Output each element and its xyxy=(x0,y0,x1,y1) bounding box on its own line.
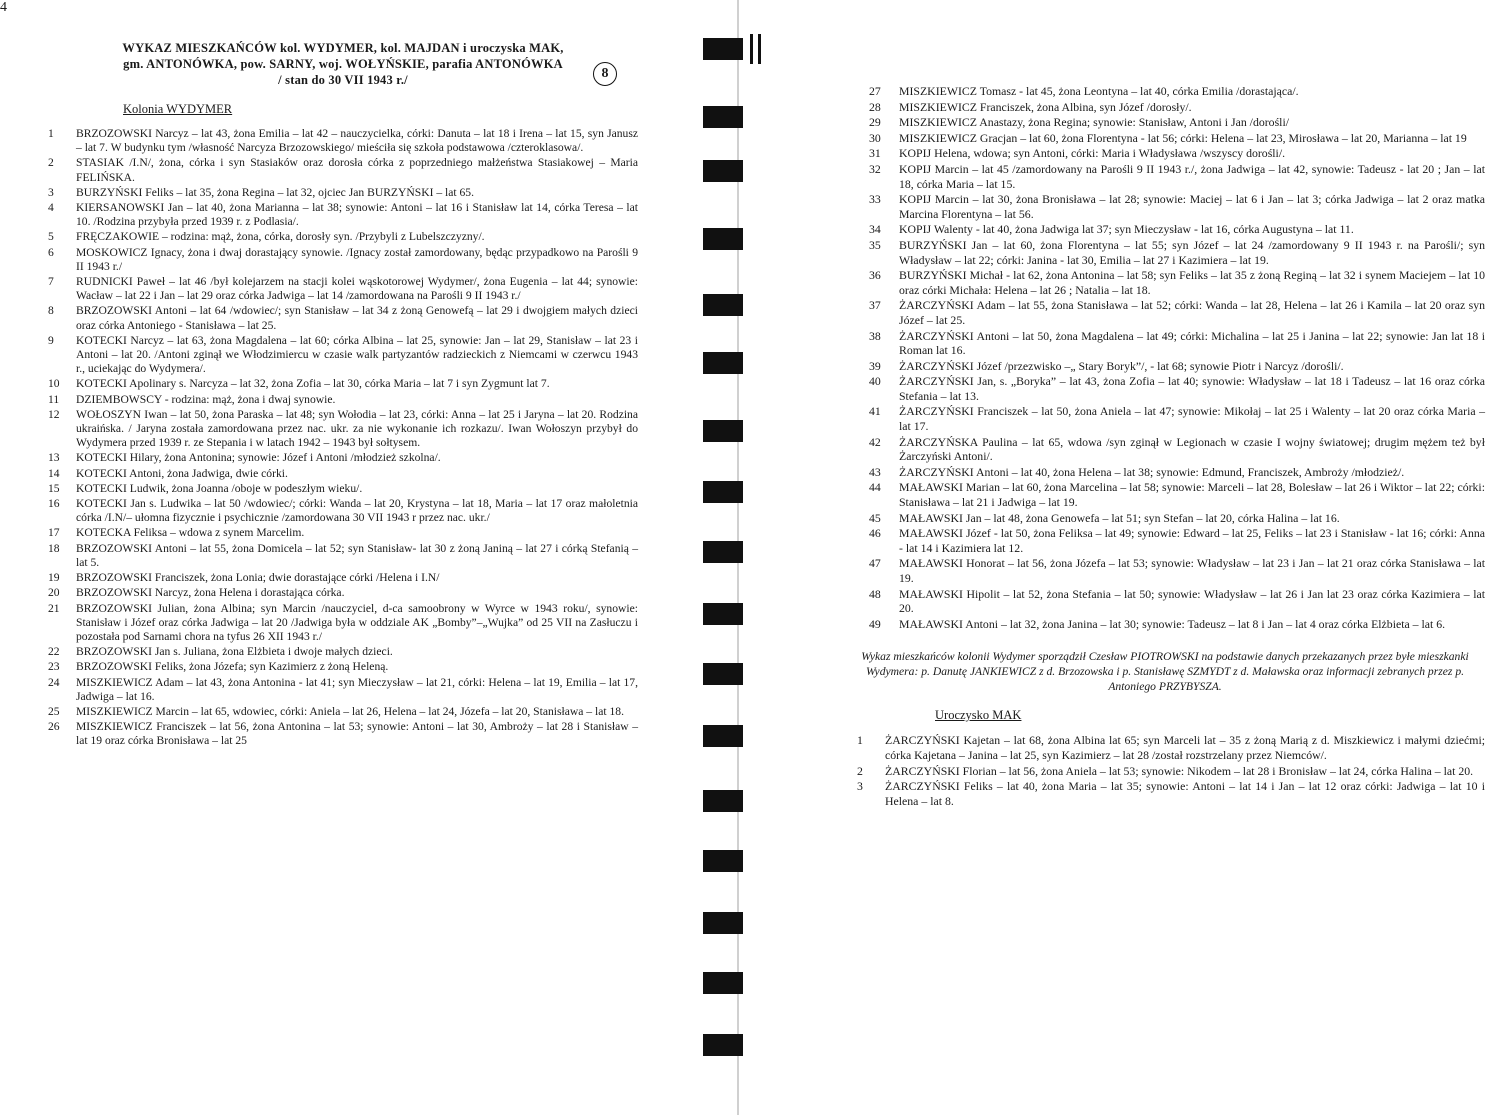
entry-number: 43 xyxy=(869,464,881,479)
entry-text: KOTECKI Antoni, żona Jadwiga, dwie córki. xyxy=(76,466,288,480)
list-item xyxy=(48,586,638,600)
entry-number: 1 xyxy=(48,127,54,140)
entry-number: 23 xyxy=(48,660,60,674)
right-page xyxy=(845,84,1485,809)
list-item xyxy=(48,408,638,451)
entry-text: MISZKIEWICZ Marcin – lat 65, wdowiec, córki: Aniela – lat 26, Helena – lat 24, Józefa – lat 20, Stanisława – lat 18. xyxy=(76,704,624,718)
list-item xyxy=(845,298,1485,327)
entry-number: 40 xyxy=(869,374,881,389)
section-title-wydymer: Kolonia WYDYMER xyxy=(123,102,233,116)
list-item xyxy=(845,587,1485,616)
document-heading xyxy=(48,40,638,88)
entry-text: MAŁAWSKI Hipolit – lat 52, żona Stefania – lat 50; synowie: Władysław – lat 26 i Jan lat 23 oraz córka Kazimiera – lat 20. xyxy=(899,586,1485,616)
list-item xyxy=(845,115,1485,130)
entry-text: KOTECKI Jan s. Ludwika – lat 50 /wdowiec/; córki: Wanda – lat 20, Krystyna – lat 18, Maria – lat 17 oraz małoletnia córka /I.N/– ułomna fizycznie i psychicznie /zamordowana 30 VII 1943 r przez nac. ukr./ xyxy=(76,497,638,525)
entry-number: 5 xyxy=(48,230,54,244)
entry-number: 36 xyxy=(869,268,881,283)
binding-mark xyxy=(703,352,743,374)
entry-number: 39 xyxy=(869,358,881,373)
entry-number: 13 xyxy=(48,451,60,465)
entry-text: STASIAK /I.N/, żona, córka i syn Stasiaków oraz dorosła córka z poprzedniego małżeństwa Stasiakowej – Maria FELIŃSKA. xyxy=(76,156,638,184)
binding-mark xyxy=(703,294,743,316)
list-item xyxy=(845,435,1485,464)
entry-number: 29 xyxy=(869,115,881,130)
entry-text: DZIEMBOWSCY - rodzina: mąż, żona i dwaj synowie. xyxy=(76,392,336,406)
entry-number: 3 xyxy=(48,185,54,199)
binding-mark xyxy=(703,420,743,442)
entry-number: 4 xyxy=(48,201,54,215)
list-item xyxy=(845,146,1485,161)
entry-number: 16 xyxy=(48,497,60,511)
heading-line-1: WYKAZ MIESZKAŃCÓW kol. WYDYMER, kol. MAJDAN i uroczyska MAK, xyxy=(122,41,564,55)
entry-number: 19 xyxy=(48,571,60,585)
entry-number: 12 xyxy=(48,407,60,421)
entry-text: KOPIJ Marcin – lat 30, żona Bronisława – lat 28; synowie: Maciej – lat 6 i Jan – lat 3; córka Jadwiga – lat 2 oraz matka Marcina Florentyna – lat 56. xyxy=(899,192,1485,221)
entry-text: MISZKIEWICZ Franciszek, żona Albina, syn Józef /dorosły/. xyxy=(899,99,1192,114)
list-item xyxy=(845,100,1485,115)
binding-mark xyxy=(703,106,743,128)
entry-text: ŻARCZYŃSKI Florian – lat 56, żona Aniela – lat 53; synowie: Nikodem – lat 28 i Bronisław – lat 24, córka Halina – lat 20. xyxy=(885,763,1474,778)
entry-number: 35 xyxy=(869,237,881,252)
list-item xyxy=(845,162,1485,191)
entry-text: MISZKIEWICZ Tomasz - lat 45, żona Leontyna – lat 40, córka Emilia /dorastająca/. xyxy=(899,84,1299,98)
list-item xyxy=(845,617,1485,632)
list-item xyxy=(48,497,638,525)
entry-text: MOSKOWICZ Ignacy, żona i dwaj dorastający synowie. /Ignacy został zamordowany, będąc przypadkowo na Parośli 9 II 1943 r./ xyxy=(76,245,638,273)
entry-text: BRZOZOWSKI Feliks, żona Józefa; syn Kazimierz z żoną Heleną. xyxy=(76,660,389,674)
entry-number: 32 xyxy=(869,161,881,176)
entry-text: ŻARCZYŃSKI Adam – lat 55, żona Stanisława – lat 52; córki: Wanda – lat 28, Helena – lat 26 i Kamila – lat 20 oraz syn Józef – lat 25. xyxy=(899,298,1485,327)
entry-number: 15 xyxy=(48,481,60,495)
entry-number: 45 xyxy=(869,510,881,525)
entry-number: 48 xyxy=(869,586,881,601)
binding-mark xyxy=(703,790,743,812)
entry-text: MAŁAWSKI Honorat – lat 56, żona Józefa – lat 53; synowie: Władysław – lat 23 i Jan – lat 21 oraz córka Stanisława – lat 19. xyxy=(899,556,1485,585)
binding-spine xyxy=(703,0,765,1115)
entry-number: 17 xyxy=(48,526,60,540)
entry-number: 21 xyxy=(48,601,60,615)
list-item xyxy=(845,556,1485,585)
list-item xyxy=(48,467,638,481)
list-item xyxy=(845,192,1485,221)
entry-number: 38 xyxy=(869,328,881,343)
page-number-badge: 8 xyxy=(593,62,617,86)
entry-number: 14 xyxy=(48,466,60,480)
entry-number: 6 xyxy=(48,245,54,259)
entry-number: 20 xyxy=(48,586,60,600)
entry-number: 33 xyxy=(869,192,881,207)
list-item xyxy=(48,720,638,748)
list-item xyxy=(48,660,638,674)
entry-number: 42 xyxy=(869,434,881,449)
entry-text: MAŁAWSKI Jan – lat 48, żona Genowefa – lat 51; syn Stefan – lat 20, córka Halina – lat 16. xyxy=(899,510,1340,525)
entry-text: ŻARCZYŃSKI Kajetan – lat 68, żona Albina lat 65; syn Marceli lat – 35 z żoną Marią z d. Miszkiewicz i małymi dziećmi; córka Kajetana – Janina – lat 25, syn Kazimierz – lat 28 /został rozstrzelany przez Niemców/. xyxy=(885,733,1485,762)
entry-text: FRĘCZAKOWIE – rodzina: mąż, żona, córka, dorosły syn. /Przybyli z Lubelszczyzny/. xyxy=(76,230,485,244)
entry-text: ŻARCZYŃSKA Paulina – lat 65, wdowa /syn zginął w Legionach w czasie I wojny światowej; drugim mężem też był Żarczyński Antoni/. xyxy=(899,434,1485,464)
entry-text: MAŁAWSKI Józef - lat 50, żona Feliksa – lat 49; synowie: Edward – lat 25, Feliks – lat 23 i Stanisław - lat 16; córki: Anna - lat 14 i Kazimiera lat 12. xyxy=(899,526,1485,555)
entry-number: 10 xyxy=(48,377,60,391)
entry-text: KIERSANOWSKI Jan – lat 40, żona Marianna – lat 38; synowie: Antoni – lat 16 i Stanisław lat 14, córka Teresa – lat 10. /Rodzina przybyła przed 1939 r. z Podlasia/. xyxy=(76,201,638,229)
binding-mark xyxy=(703,481,743,503)
binding-mark xyxy=(703,1034,743,1056)
entry-text: ŻARCZYŃSKI Jan, s. „Boryka” – lat 43, żona Zofia – lat 40; synowie: Władysław – lat 18 i Tadeusz – lat 16 oraz córka Stefania – lat 13. xyxy=(899,374,1485,403)
entry-number: 37 xyxy=(869,298,881,313)
binding-tick xyxy=(758,34,761,64)
list-item xyxy=(48,127,638,155)
list-item xyxy=(48,334,638,377)
entry-text: BURZYŃSKI Michał - lat 62, żona Antonina – lat 58; syn Feliks – lat 35 z żoną Reginą – lat 32 i synem Maciejem – lat 10 oraz córki Michała: Helena – lat 26 ; Natalia – lat 18. xyxy=(899,268,1485,297)
entry-number: 11 xyxy=(48,392,60,406)
entry-number: 26 xyxy=(48,720,60,734)
entry-text: MISZKIEWICZ Anastazy, żona Regina; synowie: Stanisław, Antoni i Jan /dorośli/ xyxy=(899,115,1290,130)
list-item xyxy=(48,304,638,332)
entry-text: BRZOZOWSKI Antoni – lat 55, żona Domicela – lat 52; syn Stanisław- lat 30 z żoną Janiną – lat 27 i córką Stefanią – lat 5. xyxy=(76,541,638,569)
binding-mark xyxy=(703,972,743,994)
list-item xyxy=(48,393,638,407)
entry-number: 44 xyxy=(869,480,881,495)
entry-text: ŻARCZYŃSKI Feliks – lat 40, żona Maria – lat 35; synowie: Antoni – lat 14 i Jan – lat 12 oraz córki: Jadwiga – lat 10 i Helena – lat 8. xyxy=(885,779,1485,808)
entry-text: KOTECKA Feliksa – wdowa z synem Marcelim. xyxy=(76,526,305,540)
binding-mark xyxy=(703,725,743,747)
list-item xyxy=(48,201,638,229)
entry-text: BRZOZOWSKI Antoni – lat 64 /wdowiec/; syn Stanisław – lat 34 z żoną Genowefą – lat 29 i dwojgiem małych dzieci oraz córka Antoniego - Stanisława – lat 25. xyxy=(76,304,638,332)
entry-number: 8 xyxy=(48,304,54,318)
list-item xyxy=(48,451,638,465)
entry-number: 1 xyxy=(857,733,863,748)
entry-text: ŻARCZYŃSKI Franciszek – lat 50, żona Aniela – lat 47; synowie: Mikołaj – lat 25 i Walenty – lat 20 oraz córka Maria – lat 17. xyxy=(899,404,1485,434)
list-item xyxy=(48,526,638,540)
heading-line-2: gm. ANTONÓWKA, pow. SARNY, woj. WOŁYŃSKIE, parafia ANTONÓWKA xyxy=(123,57,563,71)
entry-text: BRZOZOWSKI Franciszek, żona Lonia; dwie dorastające córki /Helena i I.N/ xyxy=(76,571,440,585)
entry-text: KOTECKI Hilary, żona Antonina; synowie: Józef i Antoni /młodzież szkolna/. xyxy=(76,451,441,465)
list-item xyxy=(48,186,638,200)
entry-text: BRZOZOWSKI Narcyz – lat 43, żona Emilia – lat 42 – nauczycielka, córki: Danuta – lat 18 i Irena – lat 15, syn Janusz – lat 7. W budynku tym /własność Narcyza Brzozowskiego/ mieściła się szkoła podstawowa /czteroklasowa/. xyxy=(76,127,638,155)
binding-mark xyxy=(703,228,743,250)
list-item xyxy=(48,230,638,244)
entry-text: MAŁAWSKI Antoni – lat 32, żona Janina – lat 30; synowie: Tadeusz – lat 8 i Jan – lat 4 oraz córka Elżbieta – lat 6. xyxy=(899,616,1446,631)
binding-mark xyxy=(703,663,743,685)
entry-text: BURZYŃSKI Jan – lat 60, żona Florentyna – lat 55; syn Józef – lat 24 /zamordowany 9 II 1943 r. na Parośli/; syn Władysław – lat 22; córki: Janina - lat 30, Emilia – lat 27 i Kazimiera – lat 19. xyxy=(899,237,1485,267)
list-item xyxy=(48,156,638,184)
entry-text: WOŁOSZYN Iwan – lat 50, żona Paraska – lat 48; syn Wołodia – lat 23, córki: Anna – lat 25 i Jaryna – lat 20. Rodzina ukraińska. / Jaryna została zamordowana przez nac. ukr. za nie wykonanie ich rozkazu/. Iwan Wołoszyn przybył do Wydymera przed 1939 r. ze Stepania i w latach 1942 – 1943 był sołtysem. xyxy=(76,407,638,450)
entry-number: 46 xyxy=(869,526,881,541)
list-item xyxy=(48,482,638,496)
entry-text: MISZKIEWICZ Franciszek – lat 56, żona Antonina – lat 53; synowie: Antoni – lat 30, Ambroży – lat 28 i Stanisław – lat 19 oraz córka Bronisława – lat 25 xyxy=(76,720,638,748)
binding-mark xyxy=(703,603,743,625)
list-item xyxy=(845,359,1485,374)
list-item xyxy=(845,779,1485,808)
list-item xyxy=(845,404,1485,433)
entry-text: RUDNICKI Paweł – lat 46 /był kolejarzem na stacji kolei wąskotorowej Wydymer/, żona Eugenia – lat 44; synowie: Wacław – lat 22 i Jan – lat 29 oraz córka Jadwiga – lat 14 /zamordowana na Parośli 9 II 1943 r./ xyxy=(76,275,638,303)
list-item xyxy=(48,705,638,719)
entry-text: KOTECKI Apolinary s. Narcyza – lat 32, żona Zofia – lat 30, córka Maria – lat 7 i syn Zygmunt lat 7. xyxy=(76,377,550,391)
entry-text: KOPIJ Marcin – lat 45 /zamordowany na Parośli 9 II 1943 r./, żona Jadwiga – lat 42, synowie: Tadeusz - lat 20 ; Jan – lat 18, córka Maria – lat 15. xyxy=(899,161,1485,191)
entry-text: ŻARCZYŃSKI Antoni – lat 50, żona Magdalena – lat 49; córki: Michalina – lat 25 i Janina – lat 22; synowie: Jan lat 18 i Roman lat 16. xyxy=(899,328,1485,358)
list-item xyxy=(845,238,1485,267)
binding-mark xyxy=(703,541,743,563)
list-item xyxy=(845,329,1485,358)
entry-number: 41 xyxy=(869,404,881,419)
resident-list-right xyxy=(845,84,1485,631)
entry-number: 24 xyxy=(48,675,60,689)
heading-line-3: / stan do 30 VII 1943 r./ xyxy=(278,73,408,87)
list-item xyxy=(48,645,638,659)
list-item xyxy=(845,374,1485,403)
entry-number: 49 xyxy=(869,616,881,631)
entry-number: 30 xyxy=(869,130,881,145)
list-item xyxy=(48,275,638,303)
list-item xyxy=(48,246,638,274)
entry-number: 34 xyxy=(869,222,881,237)
entry-text: MISZKIEWICZ Adam – lat 43, żona Antonina - lat 41; syn Mieczysław – lat 21, córki: Helena – lat 19, Emilia – lat 17, Jadwiga – lat 16. xyxy=(76,675,638,703)
entry-number: 28 xyxy=(869,99,881,114)
entry-text: MAŁAWSKI Marian – lat 60, żona Marcelina – lat 58; synowie: Marceli – lat 28, Bolesław – lat 26 i Wiktor – lat 22; córki: Stanisława – lat 21 i Jadwiga – lat 19. xyxy=(899,480,1485,510)
list-item xyxy=(845,480,1485,509)
entry-number: 47 xyxy=(869,556,881,571)
binding-mark xyxy=(703,160,743,182)
list-item xyxy=(48,377,638,391)
entry-text: BRZOZOWSKI Jan s. Juliana, żona Elżbieta i dwoje małych dzieci. xyxy=(76,645,393,659)
left-page xyxy=(48,40,638,750)
entry-number: 3 xyxy=(857,779,863,794)
entry-text: BRZOZOWSKI Julian, żona Albina; syn Marcin /nauczyciel, d-ca samoobrony w Wyrce w 1943 roku/, synowie: Stanisław i Józef oraz córka Jadwiga – lat 20 /Jadwiga była w oddziale AK „Bomby”–„Wujka” od 25 VII na Zasłuczu i pozostała pod Sarnami chora na tyfus 26 XII 1943 r./ xyxy=(76,601,638,643)
list-item xyxy=(845,84,1485,99)
list-item xyxy=(845,268,1485,297)
binding-mark xyxy=(703,912,743,934)
binding-tick xyxy=(750,34,753,64)
entry-text: MISZKIEWICZ Gracjan – lat 60, żona Florentyna - lat 56; córki: Helena – lat 23, Mirosława – lat 20, Marianna – lat 19 xyxy=(899,130,1467,145)
entry-number: 2 xyxy=(48,156,54,170)
list-item xyxy=(845,733,1485,762)
entry-text: ŻARCZYŃSKI Józef /przezwisko –„ Stary Boryk”/, - lat 68; synowie Piotr i Narcyz /dorośli/. xyxy=(899,358,1344,373)
entry-text: KOPIJ Helena, wdowa; syn Antoni, córki: Maria i Władysława /wszyscy dorośli/. xyxy=(899,146,1286,161)
binding-mark xyxy=(703,850,743,872)
section-title-mak: Uroczysko MAK xyxy=(935,708,1022,723)
list-item xyxy=(48,676,638,704)
entry-text: KOPIJ Walenty - lat 40, żona Jadwiga lat 37; syn Mieczysław - lat 16, córka Augustyna – lat 11. xyxy=(899,222,1354,237)
list-item xyxy=(48,571,638,585)
compiler-note: Wykaz mieszkańców kolonii Wydymer sporządził Czesław PIOTROWSKI na podstawie danych przekazanych przez byłe mieszkanki Wydymera: p. Danutę JANKIEWICZ z d. Brzozowska i p. Stanisławę SZMYDT z d. Maławska oraz informacji zebranych przez p. Antoniego PRZYBYSZA. xyxy=(861,650,1469,694)
list-item xyxy=(845,511,1485,526)
resident-list-mak xyxy=(845,733,1485,808)
entry-text: KOTECKI Narcyz – lat 63, żona Magdalena – lat 60; córka Albina – lat 25, synowie: Jan – lat 29, Stanisław – lat 23 i Antoni – lat 20. /Antoni zginął we Włodzimiercu w czasie walk partyzantów radzieckich z Niemcami w czerwcu 1943 r., uciekając do Wydymera/. xyxy=(76,333,638,376)
entry-number: 22 xyxy=(48,645,60,659)
list-item xyxy=(845,526,1485,555)
entry-number: 31 xyxy=(869,146,881,161)
list-item xyxy=(48,542,638,570)
entry-text: ŻARCZYŃSKI Antoni – lat 40, żona Helena – lat 38; synowie: Edmund, Franciszek, Ambroży /młodzież/. xyxy=(899,464,1405,479)
entry-text: BRZOZOWSKI Narcyz, żona Helena i dorastająca córka. xyxy=(76,586,345,600)
list-item xyxy=(845,764,1485,779)
entry-number: 18 xyxy=(48,541,60,555)
entry-number: 27 xyxy=(869,84,881,98)
resident-list-left xyxy=(48,127,638,749)
entry-number: 7 xyxy=(48,275,54,289)
binding-mark xyxy=(703,38,743,60)
entry-number: 9 xyxy=(48,333,54,347)
entry-number: 2 xyxy=(857,763,863,778)
entry-number: 25 xyxy=(48,704,60,718)
page-corner-mark: 4 xyxy=(0,0,7,15)
list-item xyxy=(845,465,1485,480)
list-item xyxy=(845,222,1485,237)
entry-text: KOTECKI Ludwik, żona Joanna /oboje w podeszłym wieku/. xyxy=(76,481,363,495)
list-item xyxy=(48,602,638,645)
list-item xyxy=(845,131,1485,146)
entry-text: BURZYŃSKI Feliks – lat 35, żona Regina – lat 32, ojciec Jan BURZYŃSKI – lat 65. xyxy=(76,185,475,199)
